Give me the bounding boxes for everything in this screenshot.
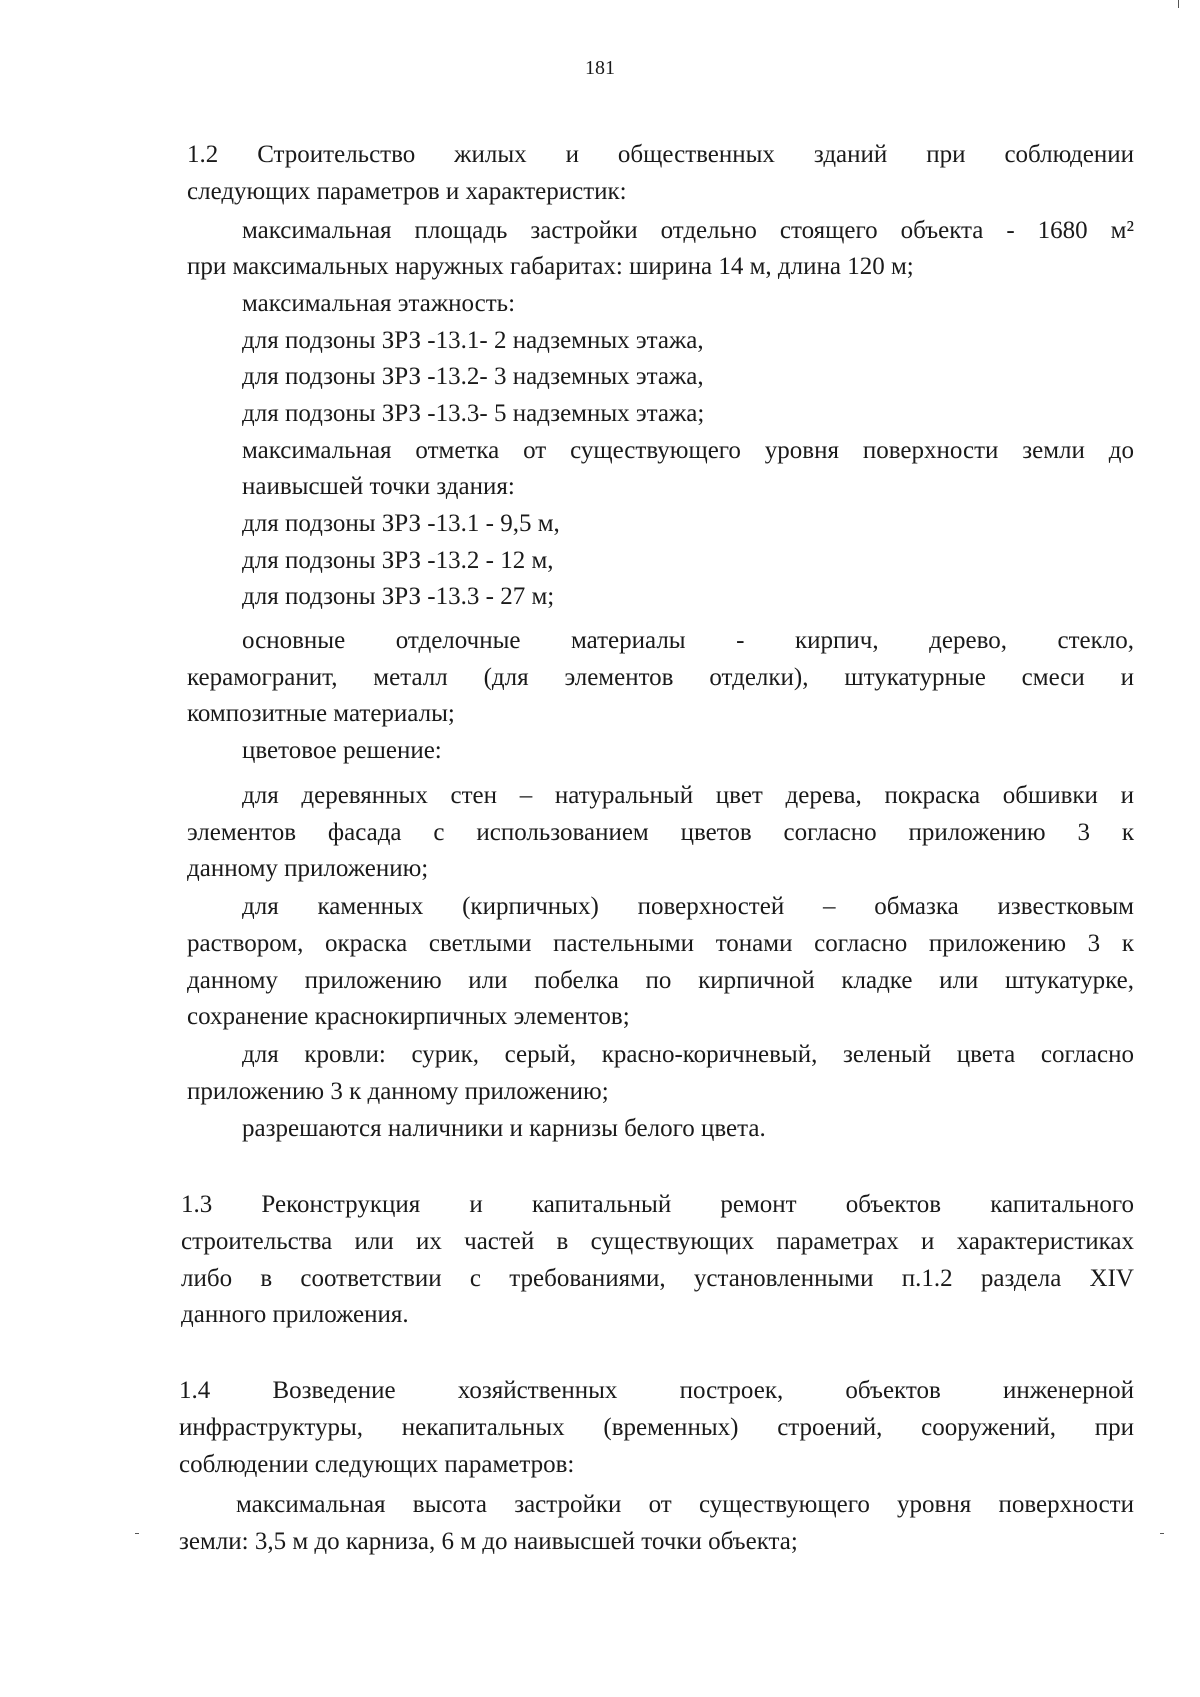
paragraph-line: для подзоны ЗРЗ -13.3- 5 надземных этажа; bbox=[242, 400, 705, 427]
paragraph-line: сохранение краснокирпичных элементов; bbox=[187, 1003, 630, 1030]
paragraph-line: для подзоны ЗРЗ -13.1 - 9,5 м, bbox=[242, 510, 560, 537]
paragraph-line: данного приложения. bbox=[181, 1301, 409, 1328]
paragraph-line: максимальная площадь застройки отдельно стоящего объекта - 1680 м² bbox=[242, 217, 1134, 244]
paragraph-line: керамогранит, металл (для элементов отделки), штукатурные смеси и bbox=[187, 664, 1134, 691]
scan-mark bbox=[1178, 0, 1179, 8]
page-number: 181 bbox=[585, 57, 615, 79]
paragraph-line: приложению 3 к данному приложению; bbox=[187, 1078, 609, 1105]
scan-mark bbox=[1160, 1533, 1164, 1534]
paragraph-line: земли: 3,5 м до карниза, 6 м до наивысшей точки объекта; bbox=[179, 1528, 798, 1555]
paragraph-line: элементов фасада с использованием цветов согласно приложению 3 к bbox=[187, 819, 1134, 846]
paragraph-line: соблюдении следующих параметров: bbox=[179, 1451, 575, 1478]
paragraph-line: раствором, окраска светлыми пастельными тонами согласно приложению 3 к bbox=[187, 930, 1134, 957]
paragraph-line: при максимальных наружных габаритах: ширина 14 м, длина 120 м; bbox=[187, 253, 914, 280]
paragraph-line: для подзоны ЗРЗ -13.2 - 12 м, bbox=[242, 547, 554, 574]
paragraph-line: композитные материалы; bbox=[187, 700, 455, 727]
paragraph-line: данному приложению или побелка по кирпичной кладке или штукатурке, bbox=[187, 967, 1134, 994]
paragraph-line: основные отделочные материалы - кирпич, дерево, стекло, bbox=[242, 627, 1134, 654]
paragraph-line: данному приложению; bbox=[187, 855, 429, 882]
paragraph-line: следующих параметров и характеристик: bbox=[187, 178, 627, 205]
paragraph-line: для подзоны ЗРЗ -13.3 - 27 м; bbox=[242, 583, 555, 610]
paragraph-line: разрешаются наличники и карнизы белого цвета. bbox=[242, 1115, 766, 1142]
paragraph-line: максимальная высота застройки от существующего уровня поверхности bbox=[236, 1491, 1134, 1518]
paragraph-line: для каменных (кирпичных) поверхностей – обмазка известковым bbox=[242, 893, 1134, 920]
paragraph-line: 1.3 Реконструкция и капитальный ремонт объектов капитального bbox=[181, 1191, 1134, 1218]
paragraph-line: максимальная отметка от существующего уровня поверхности земли до bbox=[242, 437, 1134, 464]
paragraph-line: для подзоны ЗРЗ -13.2- 3 надземных этажа, bbox=[242, 363, 704, 390]
paragraph-line: цветовое решение: bbox=[242, 737, 442, 764]
scan-mark bbox=[135, 1533, 139, 1534]
paragraph-line: 1.2 Строительство жилых и общественных зданий при соблюдении bbox=[187, 141, 1134, 168]
paragraph-line: либо в соответствии с требованиями, установленными п.1.2 раздела XIV bbox=[181, 1265, 1134, 1292]
paragraph-line: для кровли: сурик, серый, красно-коричневый, зеленый цвета согласно bbox=[242, 1041, 1134, 1068]
paragraph-line: наивысшей точки здания: bbox=[242, 473, 515, 500]
paragraph-line: строительства или их частей в существующих параметрах и характеристиках bbox=[181, 1228, 1134, 1255]
paragraph-line: для подзоны ЗРЗ -13.1- 2 надземных этажа, bbox=[242, 327, 704, 354]
paragraph-line: максимальная этажность: bbox=[242, 290, 516, 317]
paragraph-line: инфраструктуры, некапитальных (временных) строений, сооружений, при bbox=[179, 1414, 1134, 1441]
paragraph-line: для деревянных стен – натуральный цвет дерева, покраска обшивки и bbox=[242, 782, 1134, 809]
paragraph-line: 1.4 Возведение хозяйственных построек, объектов инженерной bbox=[179, 1377, 1134, 1404]
